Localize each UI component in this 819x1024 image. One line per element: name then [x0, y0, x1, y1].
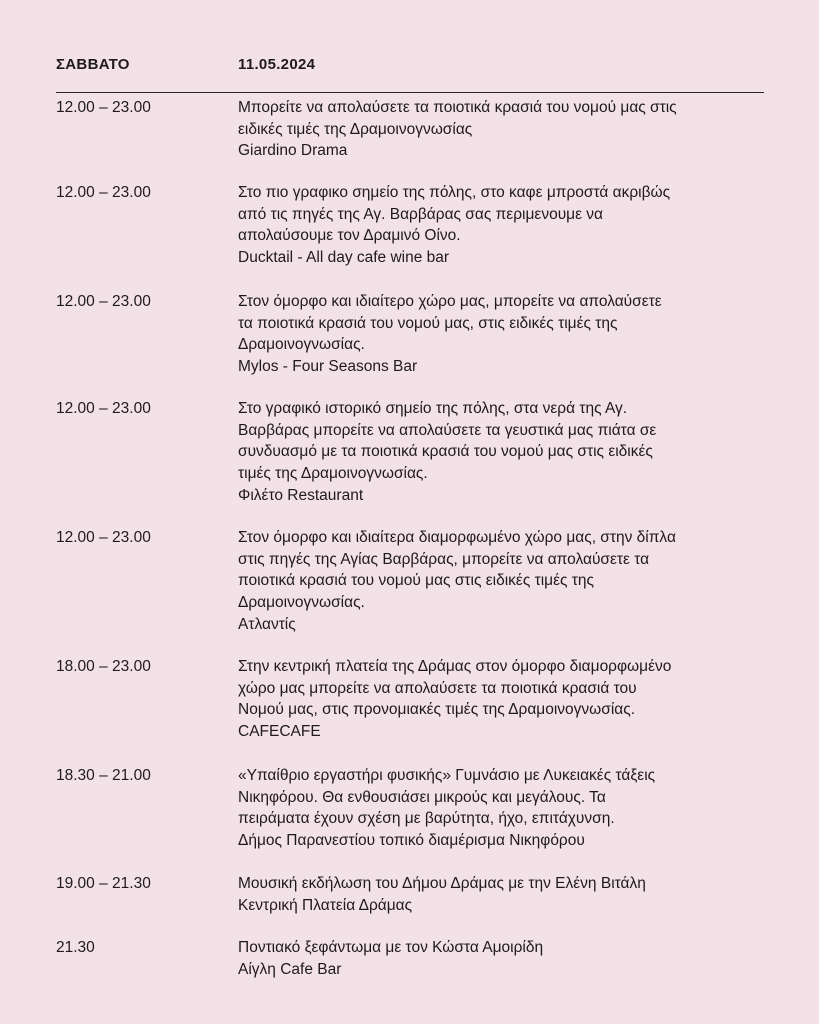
entry-description: [238, 97, 768, 162]
entry-text-line: Νικηφόρου. Θα ενθουσιάσει μικρούς και μεγάλους. Τα: [238, 788, 606, 806]
entry-text-line: ειδικές τιμές της Δραμοινογνωσίας: [238, 120, 473, 138]
entry-description: [238, 291, 768, 378]
entry-time: 12.00 – 23.00: [56, 400, 151, 417]
entry-text-line: Στο πιο γραφικο σημείο της πόλης, στο καφε μπροστά ακριβώς: [238, 184, 671, 201]
entry-time: 18.30 – 21.00: [56, 767, 151, 784]
entry-time: 12.00 – 23.00: [56, 99, 151, 116]
entry-text-line: Βαρβάρας μπορείτε να απολαύσετε τα γευστικά μας πιάτα σε: [238, 421, 657, 439]
entry-text-line: «Υπαίθριο εργαστήρι φυσικής» Γυμνάσιο με Λυκειακές τάξεις: [238, 767, 656, 784]
entry-description: [238, 873, 768, 916]
entry-venue: Ατλαντίς: [238, 615, 296, 633]
entry-time: 19.00 – 21.30: [56, 875, 151, 892]
day-label: ΣΑΒΒΑΤΟ: [56, 56, 130, 73]
entry-time: 12.00 – 23.00: [56, 529, 151, 546]
entry-venue: Ducktail - All day cafe wine bar: [238, 249, 450, 267]
entry-description: [238, 937, 768, 980]
entry-description: [238, 398, 768, 507]
entry-description: [238, 527, 768, 636]
entry-text-line: στις πηγές της Αγίας Βαρβάρας, μπορείτε να απολαύσετε τα: [238, 550, 650, 568]
entry-time: 12.00 – 23.00: [56, 184, 151, 201]
entry-time: 21.30: [56, 939, 95, 956]
entry-text-line: Στην κεντρική πλατεία της Δράμας στον όμορφο διαμορφωμένο: [238, 658, 672, 675]
entry-text-line: Μουσική εκδήλωση του Δήμου Δράμας με την Ελένη Βιτάλη: [238, 875, 646, 892]
entry-text-line: χώρο μας μπορείτε να απολαύσετε τα ποιοτικά κρασιά του: [238, 679, 637, 697]
entry-venue: Φιλέτο Restaurant: [238, 486, 364, 504]
entry-text-line: από τις πηγές της Αγ. Βαρβάρας σας περιμενουμε να: [238, 205, 604, 223]
entry-text-line: τα ποιοτικά κρασιά του νομού μας, στις ειδικές τιμές της: [238, 314, 618, 332]
entry-venue: Mylos - Four Seasons Bar: [238, 358, 418, 376]
entry-venue: Αίγλη Cafe Bar: [238, 960, 342, 978]
entry-text-line: πειράματα έχουν σχέση με βαρύτητα, ήχο, επιτάχυνση.: [238, 810, 615, 828]
entry-time: 12.00 – 23.00: [56, 293, 151, 310]
entry-venue: Giardino Drama: [238, 142, 348, 160]
entry-text-line: Νομού μας, στις προνομιακές τιμές της Δραμοινογνωσίας.: [238, 701, 635, 719]
entry-text-line: συνδυασμό με τα ποιοτικά κρασιά του νομού μας στις ειδικές: [238, 443, 653, 461]
entry-description: [238, 765, 768, 852]
entry-venue: Κεντρική Πλατεία Δράμας: [238, 896, 413, 914]
entry-venue: CAFECAFE: [238, 723, 321, 741]
entry-text-line: απολαύσουμε τον Δραμινό Οίνο.: [238, 227, 461, 245]
entry-text-line: ποιοτικά κρασιά του νομού μας στις ειδικές τιμές της: [238, 572, 594, 590]
entry-text-line: Δραμοινογνωσίας.: [238, 336, 365, 354]
entry-text-line: Στον όμορφο και ιδιαίτερο χώρο μας, μπορείτε να απολαύσετε: [238, 293, 662, 310]
entry-venue: Δήμος Παρανεστίου τοπικό διαμέρισμα Νικηφόρου: [238, 832, 585, 850]
entry-text-line: Στον όμορφο και ιδιαίτερα διαμορφωμένο χώρο μας, στην δίπλα: [238, 529, 676, 546]
entry-text-line: τιμές της Δραμοινογνωσίας.: [238, 465, 428, 483]
entry-text-line: Μπορείτε να απολαύσετε τα ποιοτικά κρασιά του νομού μας στις: [238, 99, 677, 116]
entry-text-line: Στο γραφικό ιστορικό σημείο της πόλης, στα νερά της Αγ.: [238, 400, 628, 417]
entry-description: [238, 182, 768, 269]
entry-time: 18.00 – 23.00: [56, 658, 151, 675]
schedule-header: [56, 56, 764, 93]
entry-text-line: Δραμοινογνωσίας.: [238, 594, 365, 612]
entry-description: [238, 656, 768, 743]
entry-text-line: Ποντιακό ξεφάντωμα με τον Κώστα Αμοιρίδη: [238, 939, 544, 956]
date-label: 11.05.2024: [238, 56, 316, 73]
